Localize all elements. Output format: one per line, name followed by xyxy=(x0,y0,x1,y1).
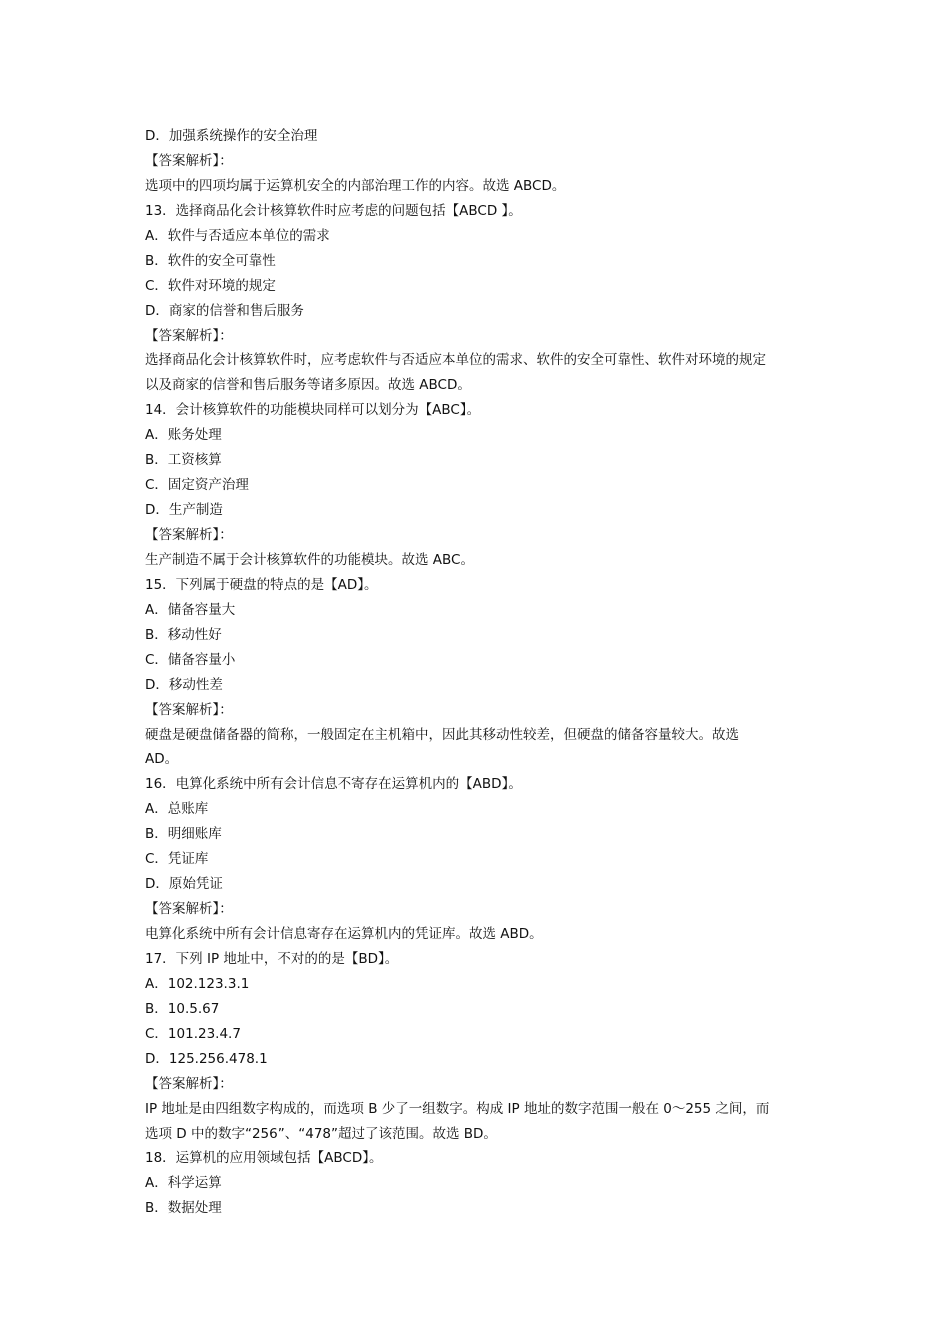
option-a: A．软件与否适应本单位的需求 xyxy=(145,227,330,244)
question-14: 14．会计核算软件的功能模块同样可以划分为【ABC】。 xyxy=(145,402,481,419)
option-a: A．科学运算 xyxy=(145,1175,222,1192)
answer-analysis-text: 生产制造不属于会计核算软件的功能模块。故选 ABC。 xyxy=(145,551,474,568)
answer-analysis-heading: 【答案解析】： xyxy=(145,527,233,543)
option-b: B．数据处理 xyxy=(145,1200,222,1217)
option-d: D．移动性差 xyxy=(145,676,223,693)
option-d: D．125.256.478.1 xyxy=(145,1050,268,1067)
option-c: C．凭证库 xyxy=(145,851,209,868)
option-c: C．101.23.4.7 xyxy=(145,1025,241,1042)
answer-analysis-text: 以及商家的信誉和售后服务等诸多原因。故选 ABCD。 xyxy=(145,377,471,394)
answer-analysis-text: 选项 D 中的数字“256”、“478”超过了该范围。故选 BD。 xyxy=(145,1125,497,1142)
option-b: B．10.5.67 xyxy=(145,1000,220,1017)
answer-analysis-text: 选项中的四项均属于运算机安全的内部治理工作的内容。故选 ABCD。 xyxy=(145,177,566,194)
question-13: 13．选择商品化会计核算软件时应考虑的问题包括【ABCD 】。 xyxy=(145,202,522,219)
option-b: B．移动性好 xyxy=(145,626,222,643)
answer-analysis-heading: 【答案解析】： xyxy=(145,327,233,344)
answer-analysis-text: IP 地址是由四组数字构成的，而选项 B 少了一组数字。构成 IP 地址的数字范围一般在 0～255 之间，而 xyxy=(145,1100,770,1117)
answer-analysis-heading: 【答案解析】： xyxy=(145,701,233,718)
question-18: 18．运算机的应用领域包括【ABCD】。 xyxy=(145,1150,383,1167)
option-b: B．工资核算 xyxy=(145,452,222,469)
answer-analysis-text: 选择商品化会计核算软件时，应考虑软件与否适应本单位的需求、软件的安全可靠性、软件对环境的规定 xyxy=(145,352,766,369)
option-a: A．102.123.3.1 xyxy=(145,975,250,992)
option-c: C．储备容量小 xyxy=(145,651,236,668)
option-b: B．软件的安全可靠性 xyxy=(145,252,276,269)
answer-analysis-heading: 【答案解析】： xyxy=(145,152,233,169)
option-d: D．生产制造 xyxy=(145,502,223,519)
answer-analysis-text: AD。 xyxy=(145,751,179,768)
option-a: A．账务处理 xyxy=(145,427,222,444)
option-d: D．商家的信誉和售后服务 xyxy=(145,302,304,319)
option-d-q12: D．加强系统操作的安全治理 xyxy=(145,128,318,144)
answer-analysis-heading: 【答案解析】： xyxy=(145,901,233,918)
document-body xyxy=(145,124,815,1221)
option-c: C．软件对环境的规定 xyxy=(145,277,276,294)
option-b: B．明细账库 xyxy=(145,826,222,843)
answer-analysis-heading: 【答案解析】： xyxy=(145,1075,233,1092)
option-a: A．总账库 xyxy=(145,801,209,818)
question-16: 16．电算化系统中所有会计信息不寄存在运算机内的【ABD】。 xyxy=(145,776,522,793)
option-d: D．原始凭证 xyxy=(145,876,223,893)
answer-analysis-text: 硬盘是硬盘储备器的简称，一般固定在主机箱中，因此其移动性较差，但硬盘的储备容量较大。故选 xyxy=(145,726,739,743)
option-a: A．储备容量大 xyxy=(145,601,236,618)
question-17: 17．下列 IP 地址中，不对的的是【BD】。 xyxy=(145,950,399,967)
answer-analysis-text: 电算化系统中所有会计信息寄存在运算机内的凭证库。故选 ABD。 xyxy=(145,926,543,942)
question-15: 15．下列属于硬盘的特点的是【AD】。 xyxy=(145,576,378,593)
option-c: C．固定资产治理 xyxy=(145,477,249,494)
